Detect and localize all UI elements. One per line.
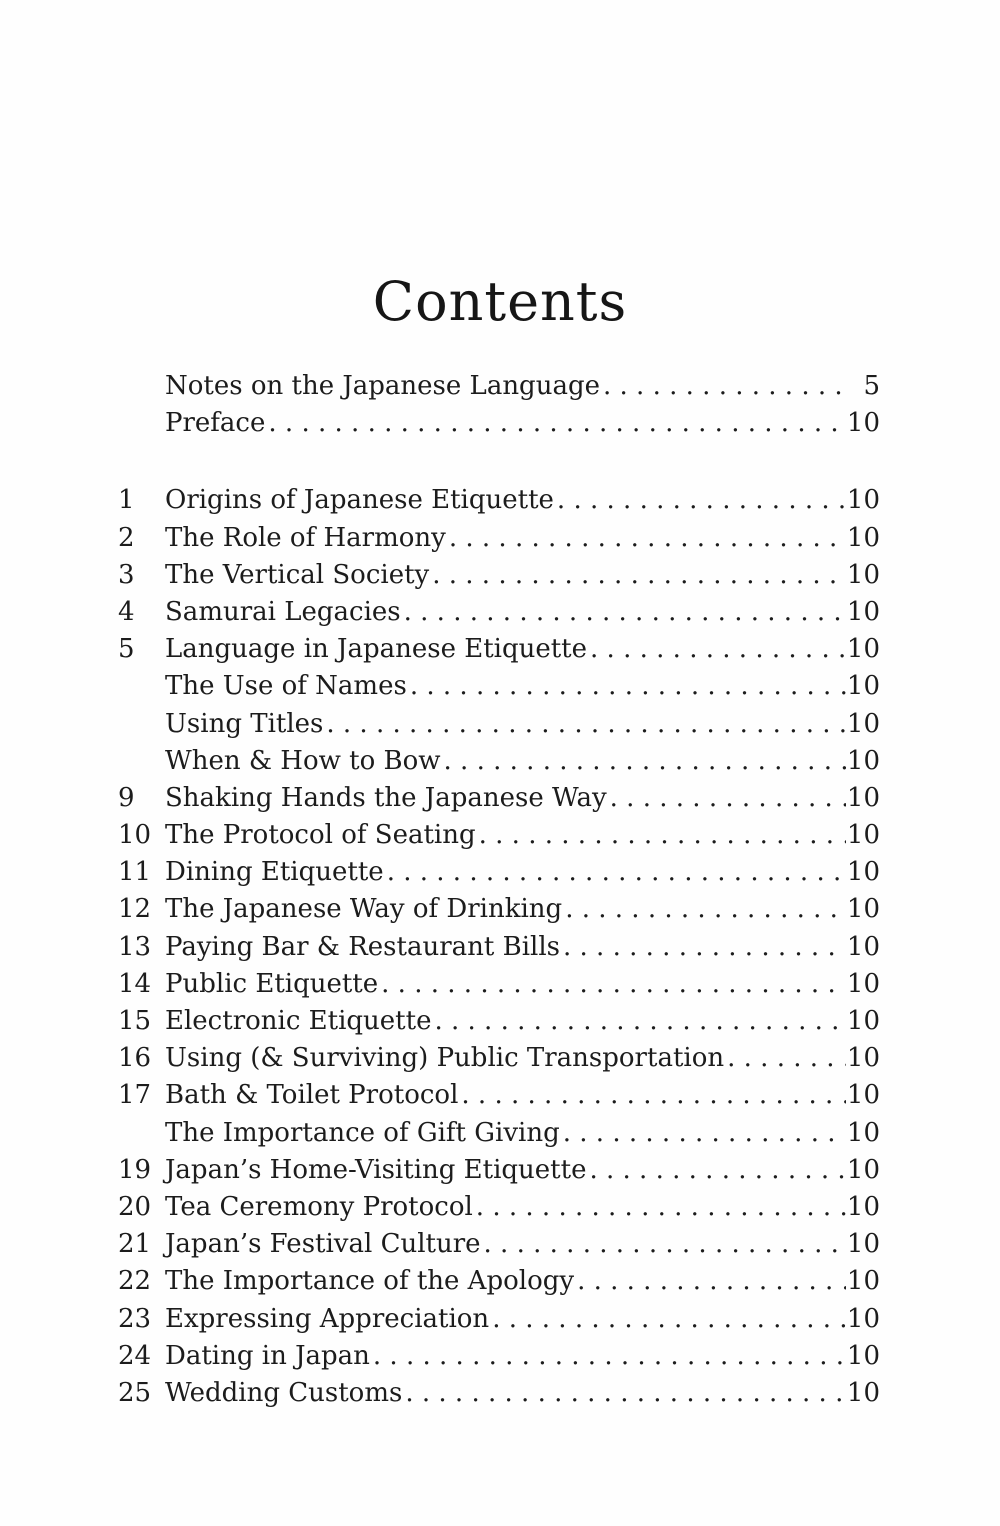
toc-entry [118, 597, 880, 634]
toc-entry [118, 1229, 880, 1266]
entry-title: Bath & Toilet Protocol [165, 1080, 459, 1111]
page-title: Contents [372, 270, 628, 334]
chapter-number: 14 [118, 968, 152, 999]
toc-entry [118, 1378, 880, 1415]
dot-leader [492, 1304, 846, 1334]
front-matter-list [118, 371, 880, 445]
chapter-number: 19 [118, 1154, 152, 1185]
toc-entry [118, 932, 880, 969]
page-number: 10 [846, 1377, 880, 1408]
entry-title: Notes on the Japanese Language [165, 371, 600, 401]
page-number: 10 [846, 634, 880, 665]
toc-entry [118, 746, 880, 783]
entry-title: Samurai Legacies [165, 596, 401, 627]
entry-title: Preface [165, 408, 266, 439]
chapter-number: 9 [118, 782, 135, 813]
chapter-number: 20 [118, 1191, 152, 1222]
dot-leader [484, 1229, 846, 1259]
chapter-number: 21 [118, 1229, 152, 1260]
page-number: 10 [846, 596, 880, 627]
toc-entry [118, 1341, 880, 1378]
page-number: 10 [846, 857, 880, 888]
dot-leader [610, 783, 846, 813]
toc-entry [118, 820, 880, 857]
page-number: 10 [846, 1303, 880, 1334]
page-number: 10 [846, 559, 880, 590]
entry-title: Language in Japanese Etiquette [165, 634, 588, 665]
entry-title: The Importance of Gift Giving [165, 1117, 560, 1148]
entry-title: Dating in Japan [165, 1340, 370, 1371]
chapter-number: 3 [118, 559, 135, 590]
entry-title: The Importance of the Apology [165, 1266, 575, 1297]
entry-title: Tea Ceremony Protocol [165, 1191, 473, 1222]
page-number: 10 [846, 708, 880, 739]
dot-leader [563, 1118, 846, 1148]
toc-entry [118, 1192, 880, 1229]
page-number: 10 [846, 671, 880, 702]
page-number: 10 [846, 894, 880, 925]
toc-entry [118, 1080, 880, 1117]
toc-entry [118, 1006, 880, 1043]
page-number: 10 [846, 522, 880, 553]
entry-title: The Role of Harmony [165, 522, 446, 553]
toc-entry [118, 1266, 880, 1303]
dot-leader [381, 969, 846, 999]
dot-leader [373, 1341, 846, 1371]
dot-leader [577, 1266, 846, 1296]
toc-entry [118, 671, 880, 708]
dot-leader [432, 560, 846, 590]
page-number: 10 [846, 1080, 880, 1111]
chapter-number: 11 [118, 857, 152, 888]
entry-title: Expressing Appreciation [165, 1303, 490, 1334]
toc-entry [118, 560, 880, 597]
entry-title: The Japanese Way of Drinking [165, 894, 563, 925]
dot-leader [461, 1080, 846, 1110]
chapter-number: 5 [118, 634, 135, 665]
dot-leader [563, 932, 846, 962]
toc-entry [118, 894, 880, 931]
entry-title: The Protocol of Seating [165, 820, 476, 851]
entry-title: Using Titles [165, 708, 324, 739]
page-number: 10 [846, 1154, 880, 1185]
entry-title: Paying Bar & Restaurant Bills [165, 931, 560, 962]
page-number: 10 [846, 931, 880, 962]
page-number: 10 [846, 745, 880, 776]
dot-leader [479, 820, 846, 850]
entry-title: Japan’s Home-Visiting Etiquette [165, 1154, 587, 1185]
dot-leader [444, 746, 846, 776]
entry-title: The Vertical Society [165, 559, 430, 590]
page-number: 10 [846, 1006, 880, 1036]
dot-leader [326, 709, 846, 739]
page-number: 5 [863, 371, 880, 401]
toc-entry [118, 969, 880, 1006]
dot-leader [603, 371, 846, 401]
entry-title: Using (& Surviving) Public Transportation [165, 1043, 725, 1074]
dot-leader [589, 1155, 846, 1185]
chapter-number: 15 [118, 1006, 152, 1036]
page-number: 10 [846, 782, 880, 813]
dot-leader [565, 894, 846, 924]
page-number: 10 [846, 820, 880, 851]
chapter-number: 25 [118, 1377, 152, 1408]
toc-entry [118, 709, 880, 746]
chapter-number: 4 [118, 596, 135, 627]
chapter-list [118, 485, 880, 1415]
entry-title: The Use of Names [165, 671, 407, 702]
page-number: 10 [846, 1117, 880, 1148]
dot-leader [476, 1192, 846, 1222]
toc-entry [118, 408, 880, 445]
dot-leader [727, 1043, 846, 1073]
toc-entry [118, 1043, 880, 1080]
chapter-number: 17 [118, 1080, 152, 1111]
toc-entry [118, 1118, 880, 1155]
chapter-number: 13 [118, 931, 152, 962]
dot-leader [268, 408, 846, 438]
toc-entry [118, 1304, 880, 1341]
dot-leader [410, 671, 846, 701]
entry-title: Public Etiquette [165, 968, 379, 999]
page-number: 10 [846, 1043, 880, 1074]
toc-entry [118, 783, 880, 820]
entry-title: Wedding Customs [165, 1377, 403, 1408]
chapter-number: 22 [118, 1266, 152, 1297]
page-number: 10 [846, 1191, 880, 1222]
toc-entry [118, 523, 880, 560]
chapter-number: 24 [118, 1340, 152, 1371]
dot-leader [405, 1378, 846, 1408]
table-of-contents [118, 371, 880, 1415]
dot-leader [449, 523, 846, 553]
page-number: 10 [846, 1266, 880, 1297]
dot-leader [590, 634, 846, 664]
chapter-number: 16 [118, 1043, 152, 1074]
toc-entry [118, 857, 880, 894]
page-number: 10 [846, 968, 880, 999]
toc-entry [118, 371, 880, 408]
entry-title: When & How to Bow [165, 745, 441, 776]
toc-entry [118, 634, 880, 671]
toc-entry [118, 485, 880, 522]
entry-title: Electronic Etiquette [165, 1006, 432, 1036]
entry-title: Japan’s Festival Culture [165, 1229, 481, 1260]
page-number: 10 [846, 1229, 880, 1260]
page-number: 10 [846, 485, 880, 516]
page-number: 10 [846, 408, 880, 439]
dot-leader [434, 1006, 846, 1036]
chapter-number: 1 [118, 485, 135, 516]
entry-title: Origins of Japanese Etiquette [165, 485, 554, 516]
dot-leader [557, 485, 846, 515]
chapter-number: 10 [118, 820, 152, 851]
chapter-number: 2 [118, 522, 135, 553]
page-number: 10 [846, 1340, 880, 1371]
chapter-number: 23 [118, 1303, 152, 1334]
toc-entry [118, 1155, 880, 1192]
chapter-number: 12 [118, 894, 152, 925]
entry-title: Shaking Hands the Japanese Way [165, 782, 607, 813]
dot-leader [387, 857, 846, 887]
dot-leader [404, 597, 846, 627]
entry-title: Dining Etiquette [165, 857, 384, 888]
